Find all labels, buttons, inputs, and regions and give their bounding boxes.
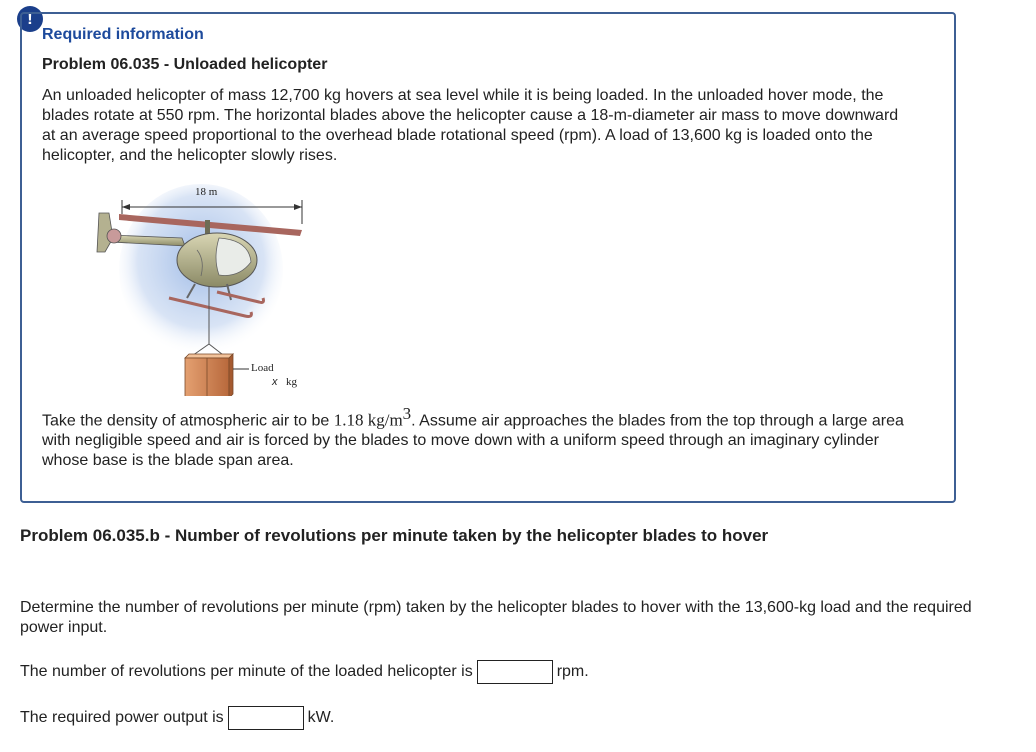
part-b-question: Determine the number of revolutions per minute (rpm) taken by the helicopter blades to hover with the 13,600-kg load and the required power input. [20,599,972,636]
tail-rotor [107,229,121,243]
problem-description: An unloaded helicopter of mass 12,700 kg hovers at sea level while it is being loaded. In the unloaded hover mode, the blades rotate at 550 rpm. The horizontal blades above the helicopter cause a 18-m-diameter air mass to move downward at an average speed proportional to the overhead blade rotational speed (rpm). A load of 13,600 kg is loaded onto the helicopter, and the helicopter slowly rises. [42,87,899,164]
rpm-unit: rpm. [556,663,589,680]
helicopter-illustration [77,180,317,396]
power-prompt: The required power output is [20,709,224,726]
span-label: 18 m [195,186,218,198]
rpm-input[interactable] [477,660,553,684]
load-mass-variable: x [272,376,278,388]
density-value: 1.18 kg/m [333,410,403,430]
rpm-answer-row [20,660,589,684]
power-unit: kW. [307,709,335,726]
density-paragraph: Take the density of atmospheric air to be 1.18 $kg/m^3$. Assume air approaches the blades from the top through a large area with negligible speed and air is forced by the blades to move down with a uniform speed through an imaginary cylinder whose base is the blade span area. [42,404,904,470]
problem-title: Problem 06.035 - Unloaded helicopter [42,56,328,73]
part-b-title: Problem 06.035.b - Number of revolutions per minute taken by the helicopter blades to hover [20,526,769,545]
rpm-prompt: The number of revolutions per minute of the loaded helicopter is [20,663,473,680]
load-mass-unit: kg [286,376,297,388]
helicopter-figure [77,180,317,401]
power-answer-row [20,706,334,730]
power-input[interactable] [228,706,304,730]
required-information-heading: Required information [42,26,204,43]
load-label: Load [251,362,274,374]
alert-icon: ! [17,6,43,32]
